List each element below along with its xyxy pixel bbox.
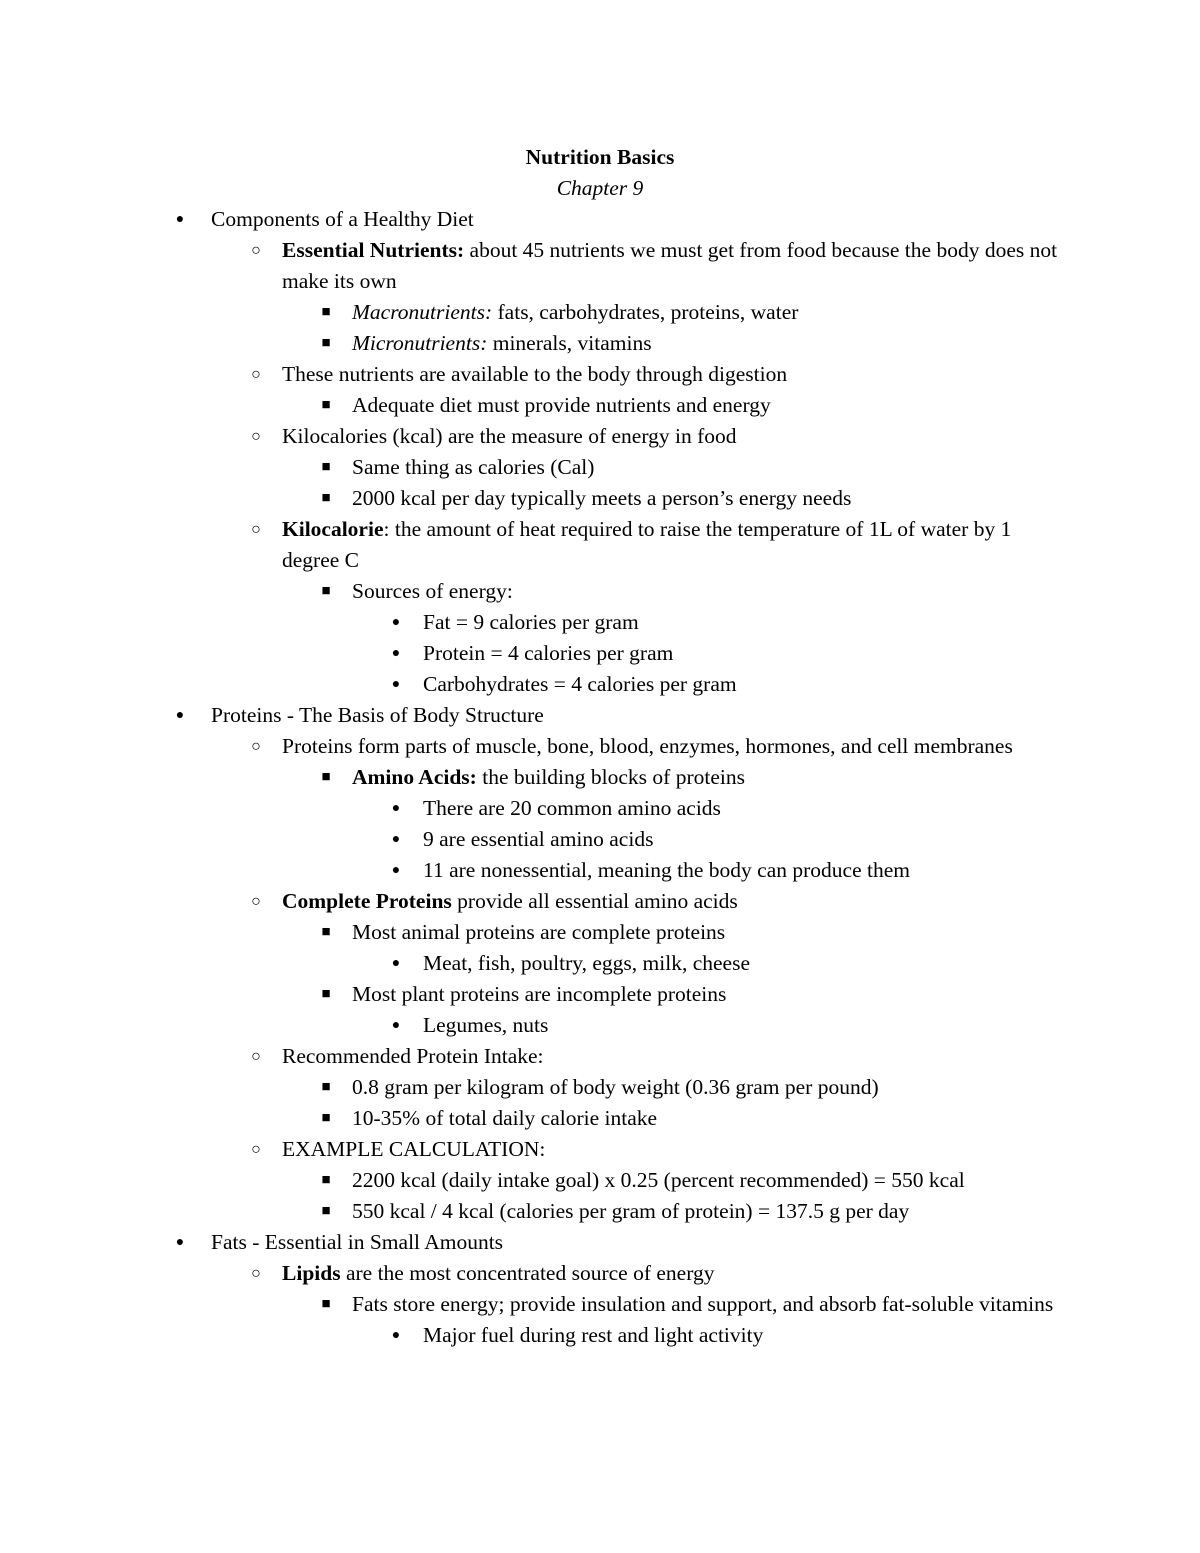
list-item — [0, 1196, 1200, 1227]
square-bullet-icon: ■ — [321, 924, 331, 940]
square-bullet-icon: ■ — [321, 304, 331, 320]
term-label: Kilocalorie — [282, 517, 384, 541]
list-item-text — [282, 1258, 1060, 1289]
bullet-icon: ● — [175, 1235, 185, 1250]
list-item — [0, 793, 1200, 824]
list-item-text: 2000 kcal per day typically meets a person’s energy needs — [352, 486, 852, 510]
list-item-text: Major fuel during rest and light activity — [423, 1323, 764, 1347]
term-label: Essential Nutrients: — [282, 238, 465, 262]
list-item-text: Sources of energy: — [352, 579, 513, 603]
section-heading: Proteins - The Basis of Body Structure — [211, 703, 544, 727]
list-item — [0, 1165, 1200, 1196]
term-label: Micronutrients: — [352, 331, 488, 355]
square-bullet-icon: ■ — [321, 397, 331, 413]
bullet-icon: ● — [391, 801, 401, 816]
list-item-text: Legumes, nuts — [423, 1013, 549, 1037]
term-definition: : the amount of heat required to raise the temperature of 1L of water by 1 degree C — [282, 517, 1012, 572]
term-definition: minerals, vitamins — [487, 331, 652, 355]
list-item-text: These nutrients are available to the body through digestion — [282, 362, 788, 386]
square-bullet-icon: ■ — [321, 490, 331, 506]
square-bullet-icon: ■ — [321, 583, 331, 599]
square-bullet-icon: ■ — [321, 986, 331, 1002]
list-item — [0, 762, 1200, 793]
list-item-text: Most animal proteins are complete proteins — [352, 920, 726, 944]
hollow-bullet-icon: ○ — [251, 893, 261, 910]
list-item-text: 10-35% of total daily calorie intake — [352, 1106, 658, 1130]
hollow-bullet-icon: ○ — [251, 1141, 261, 1158]
list-item — [0, 1134, 1200, 1165]
hollow-bullet-icon: ○ — [251, 1265, 261, 1282]
square-bullet-icon: ■ — [321, 335, 331, 351]
list-item-text: 0.8 gram per kilogram of body weight (0.36 gram per pound) — [352, 1075, 879, 1099]
term-label: Complete Proteins — [282, 889, 452, 913]
list-item-text — [282, 235, 1060, 297]
list-item-text: Recommended Protein Intake: — [282, 1044, 544, 1068]
term-definition: fats, carbohydrates, proteins, water — [492, 300, 799, 324]
list-item — [0, 483, 1200, 514]
bullet-icon: ● — [391, 1018, 401, 1033]
hollow-bullet-icon: ○ — [251, 428, 261, 445]
square-bullet-icon: ■ — [321, 1296, 331, 1312]
outline — [0, 204, 1200, 1351]
term-label: Lipids — [282, 1261, 341, 1285]
list-item — [0, 297, 1200, 328]
list-item — [0, 452, 1200, 483]
list-item-text: EXAMPLE CALCULATION: — [282, 1137, 546, 1161]
list-item-text: Fat = 9 calories per gram — [423, 610, 639, 634]
list-item — [0, 1227, 1200, 1258]
term-definition: provide all essential amino acids — [451, 889, 738, 913]
hollow-bullet-icon: ○ — [251, 521, 261, 538]
list-item — [0, 979, 1200, 1010]
list-item — [0, 669, 1200, 700]
list-item-text — [352, 762, 1060, 793]
list-item — [0, 235, 1200, 297]
bullet-icon: ● — [391, 646, 401, 661]
square-bullet-icon: ■ — [321, 1172, 331, 1188]
list-item-text: Most plant proteins are incomplete proteins — [352, 982, 727, 1006]
list-item — [0, 204, 1200, 235]
page-subtitle: Chapter 9 — [556, 176, 644, 200]
hollow-bullet-icon: ○ — [251, 1048, 261, 1065]
list-item — [0, 607, 1200, 638]
list-item — [0, 421, 1200, 452]
bullet-icon: ● — [391, 677, 401, 692]
list-item-text: Same thing as calories (Cal) — [352, 455, 595, 479]
list-item — [0, 328, 1200, 359]
term-definition: about 45 nutrients we must get from food because the body does not make its own — [282, 238, 1058, 293]
list-item-text: 9 are essential amino acids — [423, 827, 654, 851]
list-item-text: Proteins form parts of muscle, bone, blood, enzymes, hormones, and cell membranes — [282, 734, 1013, 758]
list-item-text: There are 20 common amino acids — [423, 796, 721, 820]
square-bullet-icon: ■ — [321, 1203, 331, 1219]
bullet-icon: ● — [391, 956, 401, 971]
bullet-icon: ● — [391, 832, 401, 847]
term-label: Macronutrients: — [352, 300, 493, 324]
list-item — [0, 824, 1200, 855]
term-definition: the building blocks of proteins — [476, 765, 745, 789]
square-bullet-icon: ■ — [321, 1110, 331, 1126]
list-item-text: 550 kcal / 4 kcal (calories per gram of protein) = 137.5 g per day — [352, 1199, 910, 1223]
term-label: Amino Acids: — [352, 765, 477, 789]
list-item-text: 2200 kcal (daily intake goal) x 0.25 (percent recommended) = 550 kcal — [352, 1168, 965, 1192]
list-item-text: Adequate diet must provide nutrients and energy — [352, 393, 771, 417]
list-item-text: Kilocalories (kcal) are the measure of energy in food — [282, 424, 737, 448]
list-item — [0, 917, 1200, 948]
list-item — [0, 359, 1200, 390]
term-definition: are the most concentrated source of energy — [340, 1261, 715, 1285]
list-item — [0, 886, 1200, 917]
bullet-icon: ● — [391, 863, 401, 878]
list-item-text — [352, 297, 1060, 328]
bullet-icon: ● — [391, 615, 401, 630]
list-item — [0, 731, 1200, 762]
hollow-bullet-icon: ○ — [251, 366, 261, 383]
list-item — [0, 700, 1200, 731]
square-bullet-icon: ■ — [321, 769, 331, 785]
list-item — [0, 855, 1200, 886]
list-item — [0, 1258, 1200, 1289]
square-bullet-icon: ■ — [321, 1079, 331, 1095]
list-item-text: Meat, fish, poultry, eggs, milk, cheese — [423, 951, 751, 975]
list-item — [0, 948, 1200, 979]
list-item-text — [282, 886, 1060, 917]
list-item-text — [352, 328, 1060, 359]
list-item — [0, 1289, 1200, 1320]
bullet-icon: ● — [391, 1328, 401, 1343]
bullet-icon: ● — [175, 212, 185, 227]
bullet-icon: ● — [175, 708, 185, 723]
list-item — [0, 576, 1200, 607]
list-item-text: Carbohydrates = 4 calories per gram — [423, 672, 737, 696]
square-bullet-icon: ■ — [321, 459, 331, 475]
list-item — [0, 1072, 1200, 1103]
section-heading: Components of a Healthy Diet — [211, 207, 474, 231]
page-title: Nutrition Basics — [525, 145, 675, 169]
list-item-text: Fats store energy; provide insulation and support, and absorb fat-soluble vitamins — [352, 1292, 1054, 1316]
list-item — [0, 1010, 1200, 1041]
section-heading: Fats - Essential in Small Amounts — [211, 1230, 504, 1254]
list-item — [0, 1041, 1200, 1072]
list-item-text: 11 are nonessential, meaning the body can produce them — [423, 858, 910, 882]
list-item — [0, 638, 1200, 669]
hollow-bullet-icon: ○ — [251, 738, 261, 755]
list-item — [0, 514, 1200, 576]
hollow-bullet-icon: ○ — [251, 242, 261, 259]
list-item — [0, 1320, 1200, 1351]
list-item — [0, 390, 1200, 421]
list-item-text — [282, 514, 1060, 576]
list-item — [0, 1103, 1200, 1134]
list-item-text: Protein = 4 calories per gram — [423, 641, 674, 665]
